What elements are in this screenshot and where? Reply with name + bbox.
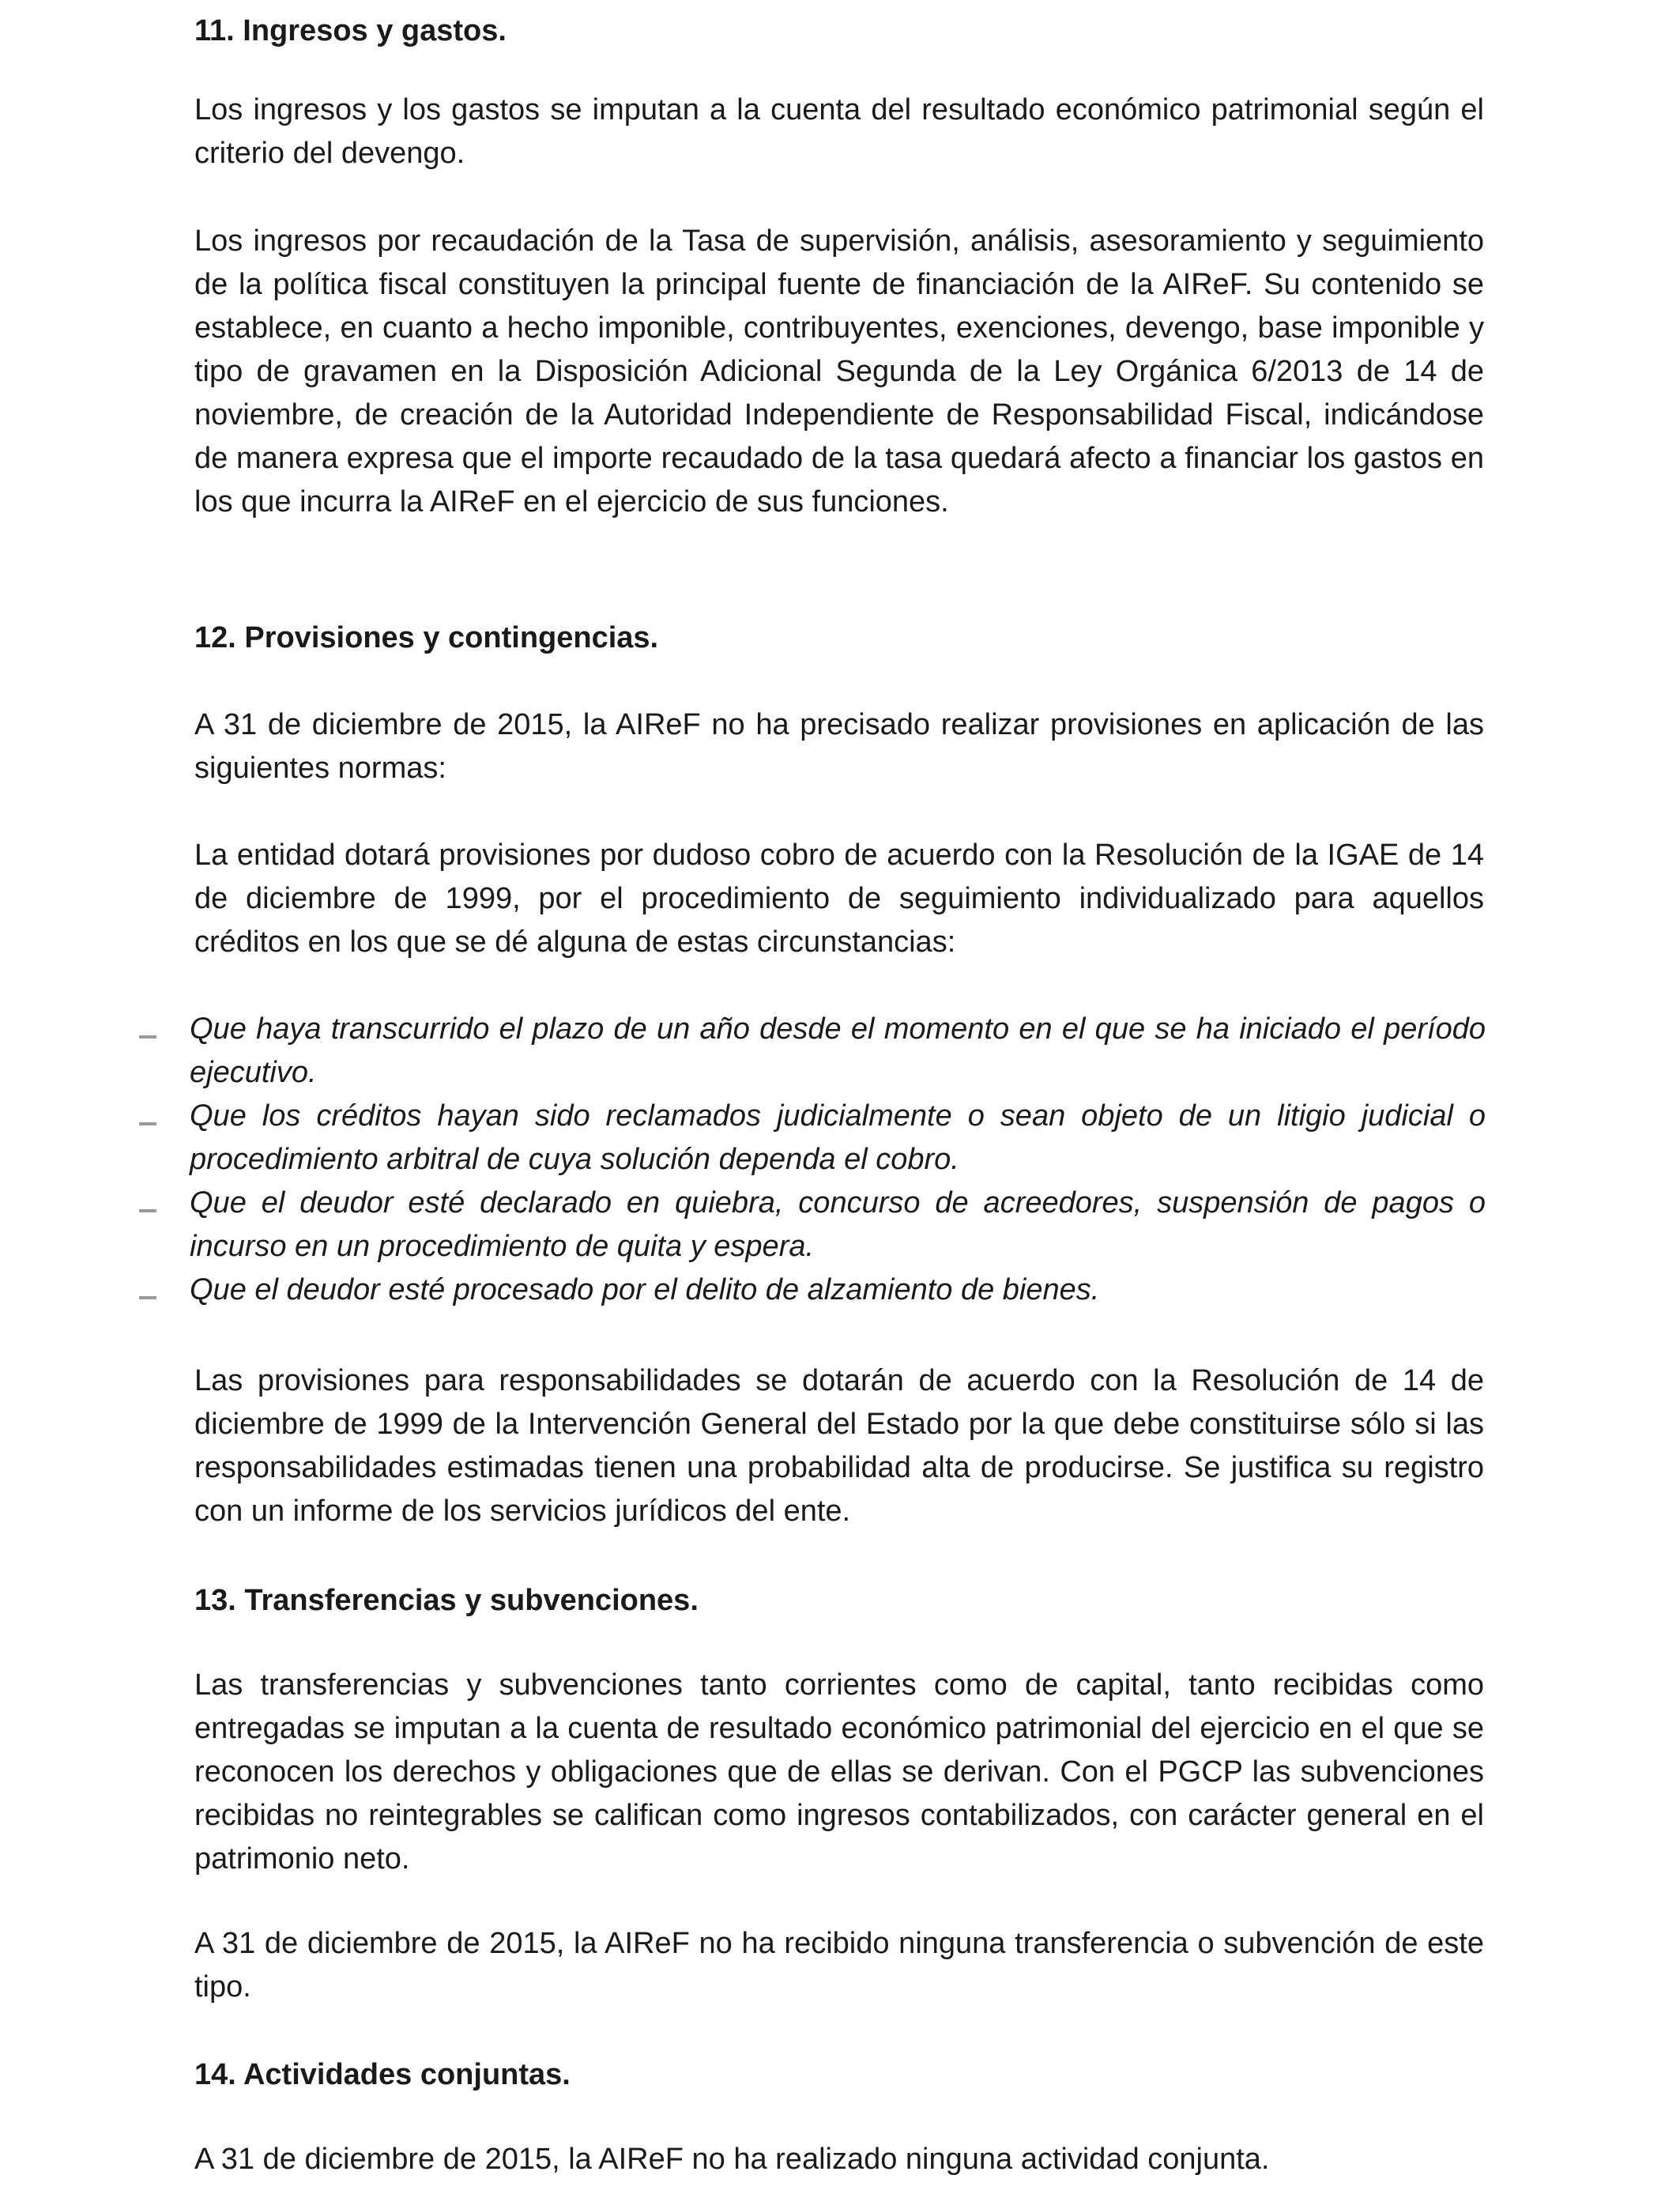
section-12-heading: 12. Provisiones y contingencias. [194,621,659,654]
section-11-heading: 11. Ingresos y gastos. [194,14,507,47]
section-12-paragraph-2: La entidad dotará provisiones por dudoso cobro de acuerdo con la Resolución de la IGAE de 14 de diciembre de 1999, por el procedimiento de seguimiento individualizado para aquellos créditos en los que se dé alguna de estas circunstancias: [194,839,1484,959]
section-14-paragraph-1: A 31 de diciembre de 2015, la AIReF no ha realizado ninguna actividad conjunta. [194,2143,1270,2176]
bullet-dash-4 [139,1296,156,1299]
section-11-paragraph-1: Los ingresos y los gastos se imputan a la cuenta del resultado económico patrimonial según el criterio del devengo. [194,93,1484,170]
section-12-paragraph-3: Las provisiones para responsabilidades se dotarán de acuerdo con la Resolución de 14 de diciembre de 1999 de la Intervención General del Estado por la que debe constituirse sólo si las responsabilidades estimadas tienen una probabilidad alta de producirse. Se justifica su registro con un informe de los servicios jurídicos del ente. [194,1364,1484,1528]
section-11-paragraph-2: Los ingresos por recaudación de la Tasa de supervisión, análisis, asesoramiento y seguimiento de la política fiscal constituyen la principal fuente de financiación de la AIReF. Su contenido se establece, en cuanto a hecho imponible, contribuyentes, exenciones, devengo, base imponible y tipo de gravamen en la Disposición Adicional Segunda de la Ley Orgánica 6/2013 de 14 de noviembre, de creación de la Autoridad Independiente de Responsabilidad Fiscal, indicándose de manera expresa que el importe recaudado de la tasa quedará afecto a financiar los gastos en los que incurra la AIReF en el ejercicio de sus funciones. [194,224,1484,518]
section-12-bullet-2: Que los créditos hayan sido reclamados judicialmente o sean objeto de un litigio judicial o procedimiento arbitral de cuya solución dependa el cobro. [190,1099,1486,1176]
section-14-heading: 14. Actividades conjuntas. [194,2058,571,2091]
section-12-bullet-4: Que el deudor esté procesado por el delito de alzamiento de bienes. [190,1273,1100,1306]
section-12-bullet-3: Que el deudor esté declarado en quiebra, concurso de acreedores, suspensión de pagos o incurso en un procedimiento de quita y espera. [190,1186,1486,1263]
bullet-dash-2 [139,1122,156,1125]
section-13-heading: 13. Transferencias y subvenciones. [194,1584,699,1617]
section-12-paragraph-1: A 31 de diciembre de 2015, la AIReF no ha precisado realizar provisiones en aplicación de las siguientes normas: [194,708,1484,785]
section-13-paragraph-1: Las transferencias y subvenciones tanto corrientes como de capital, tanto recibidas como entregadas se imputan a la cuenta de resultado económico patrimonial del ejercicio en el que se reconocen los derechos y obligaciones que de ellas se derivan. Con el PGCP las subvenciones recibidas no reintegrables se califican como ingresos contabilizados, con carácter general en el patrimonio neto. [194,1668,1484,1875]
section-13-paragraph-2: A 31 de diciembre de 2015, la AIReF no ha recibido ninguna transferencia o subvención de este tipo. [194,1927,1484,2004]
section-12-bullet-1: Que haya transcurrido el plazo de un año desde el momento en el que se ha iniciado el período ejecutivo. [190,1012,1486,1089]
bullet-dash-1 [139,1035,156,1039]
bullet-dash-3 [139,1209,156,1212]
